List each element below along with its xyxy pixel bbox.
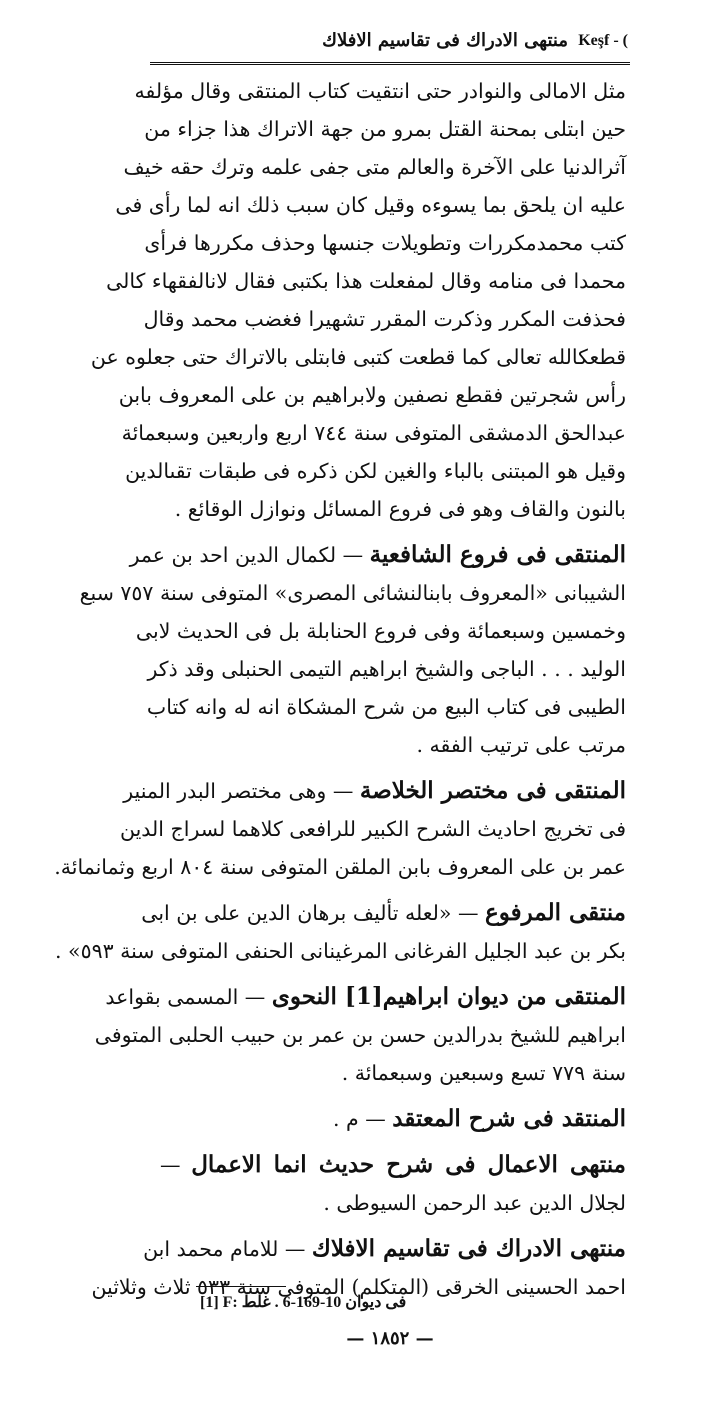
body-line: عليه ان يلحق بما يسوءه وقيل كان سبب ذلك انه لما رأى فى xyxy=(115,193,626,217)
entry-attribution: — وهى مختصر البدر المنير xyxy=(123,779,360,803)
entry-headword: منتقى المرفوع xyxy=(485,899,626,926)
body-line: بالنون والقاف وهو فى فروع المسائل ونوازل الوقائع . xyxy=(174,497,626,521)
footnote: [1] F: فى ديوان 10-169-6 . غلط xyxy=(200,1294,407,1311)
entry-heading xyxy=(160,1146,626,1184)
body-line: مثل الامالى والنوادر حتى انتقيت كتاب المنتقى وقال مؤلفه xyxy=(134,79,626,103)
entry-headword: منتهى الادراك فى تقاسيم الافلاك xyxy=(311,1235,626,1262)
entry-headword: المنتقى فى فروع الشافعية xyxy=(369,541,626,568)
entry-line: لجلال الدين عبد الرحمن السيوطى . xyxy=(323,1191,626,1215)
body-line: حين ابتلى بمحنة القتل بمرو من جهة الاتراك هذا جزاء من xyxy=(144,117,626,141)
body-line: وقيل هو المبتنى بالباء والغين لكن ذكره فى طبقات تقىالدين xyxy=(125,459,626,483)
entry-line: فى تخريج احاديث الشرح الكبير للرافعى كلاهما لسراج الدين xyxy=(119,817,626,841)
entry-heading xyxy=(105,978,626,1016)
body-line: قطعكالله تعالى كما قطعت كتبى فابتلى بالاتراك حتى جعلوه عن xyxy=(90,345,626,369)
entry-heading xyxy=(143,1230,626,1268)
entry-line: الوليد . . . الباجى والشيخ ابراهيم التيمى الحنبلى وقد ذكر xyxy=(147,657,626,681)
entry-line: ابراهيم للشيخ بدرالدين حسن بن عمر بن حبيب الحلبى المتوفى xyxy=(94,1023,626,1047)
body-line: رأس شجرتين فقطع نصفين ولابراهيم بن على المعروف بابن xyxy=(118,383,626,407)
entry-attribution: — xyxy=(160,1153,192,1177)
running-title: منتهى الادراك فى تقاسيم الافلاك xyxy=(322,30,568,51)
body-line: كتب محمدمكررات وتطويلات جنسها وحذف مكررها فرأى xyxy=(144,231,626,255)
entry-headword: منتهى الاعمال فى شرح حديث انما الاعمال xyxy=(191,1151,626,1178)
entry-line: مرتب على ترتيب الفقه . xyxy=(416,733,626,757)
entry-line: بكر بن عبد الجليل الفرغانى المرغينانى الحنفى المتوفى سنة ٥٩٣» . xyxy=(54,939,626,963)
entry-attribution: — «لعله تأليف برهان الدين على بن ابى xyxy=(141,901,485,925)
volume-code: Keşf - ( xyxy=(578,32,628,49)
entry-line: الطيبى فى كتاب البيع من شرح المشكاة انه له وانه كتاب xyxy=(146,695,626,719)
entry-line: احمد الحسينى الخرقى (المتكلم) المتوفى سنة ٥٣٣ ثلاث وثلاثين xyxy=(91,1275,626,1299)
body-line: آثرالدنيا على الآخرة والعالم متى جفى علمه وترك حقه خيف xyxy=(123,155,626,179)
entry-attribution: — م . xyxy=(333,1107,393,1131)
entry-heading xyxy=(141,894,626,932)
entry-heading xyxy=(123,772,626,810)
running-head xyxy=(150,26,630,65)
body-line: عبدالحق الدمشقى المتوفى سنة ٧٤٤ اربع واربعين وسبعمائة xyxy=(121,421,626,445)
entry-headword: المنتقد فى شرح المعتقد xyxy=(392,1105,626,1132)
entry-line: الشيبانى «المعروف بابنالنشائى المصرى» المتوفى سنة ٧٥٧ سبع xyxy=(79,581,626,605)
entry-attribution: — المسمى بقواعد xyxy=(105,985,272,1009)
entry-attribution: — للامام محمد ابن xyxy=(143,1237,312,1261)
body-line: محمدا فى منامه وقال لمفعلت هذا بكتبى فقال لانالفقهاء كالى xyxy=(106,269,626,293)
body-line: فحذفت المكرر وذكرت المقرر تشهيرا فغضب محمد وقال xyxy=(143,307,626,331)
body-text xyxy=(54,72,626,1306)
entry-headword: المنتقى من ديوان ابراهيم[1] النحوى xyxy=(271,983,626,1010)
entry-heading xyxy=(129,536,626,574)
page-number: — ١٨٥٢ — xyxy=(346,1328,434,1349)
entry-attribution: — لكمال الدين احد بن عمر xyxy=(129,543,370,567)
entry-headword: المنتقى فى مختصر الخلاصة xyxy=(359,777,626,804)
entry-line: عمر بن على المعروف بابن الملقن المتوفى سنة ٨٠٤ اربع وثمانمائة. xyxy=(54,855,626,879)
entry-heading xyxy=(160,1100,626,1138)
entry-line: سنة ٧٧٩ تسع وسبعين وسبعمائة . xyxy=(341,1061,626,1085)
footnote-rule xyxy=(196,1286,286,1287)
entry-line: وخمسين وسبعمائة وفى فروع الحنابلة بل فى الحديث لابى xyxy=(135,619,626,643)
